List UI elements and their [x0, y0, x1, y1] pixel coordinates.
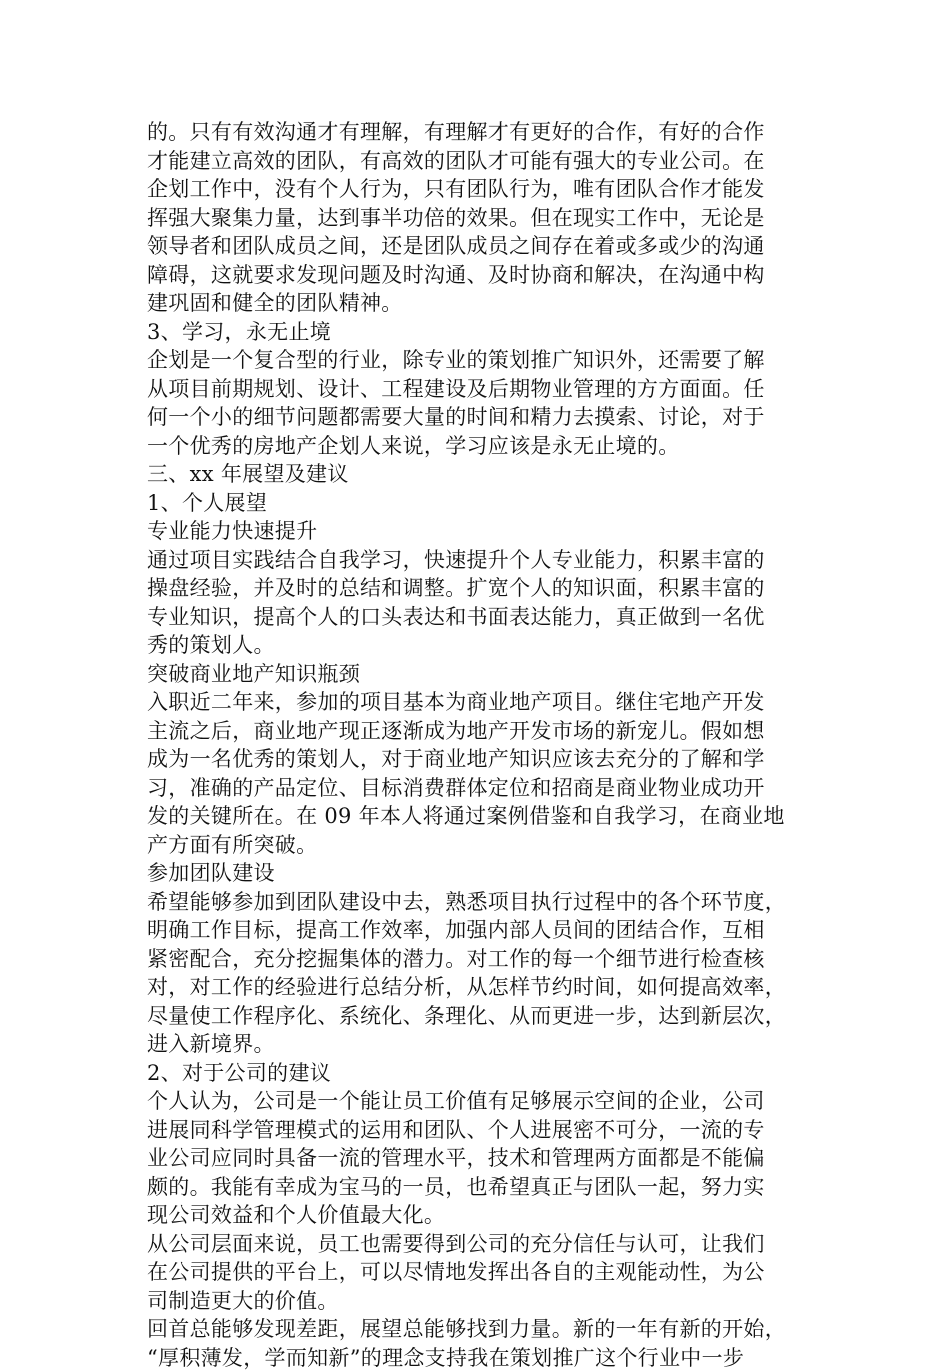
- text-line: 专业知识，提高个人的口头表达和书面表达能力，真正做到一名优: [147, 603, 807, 632]
- text-line: 明确工作目标，提高工作效率，加强内部人员间的团结合作，互相: [147, 916, 807, 945]
- section-heading: 1、个人展望: [147, 489, 807, 518]
- section-heading: 三、xx 年展望及建议: [147, 460, 807, 489]
- text-line: 司制造更大的价值。: [147, 1287, 807, 1316]
- text-line: 挥强大聚集力量，达到事半功倍的效果。但在现实工作中，无论是: [147, 204, 807, 233]
- text-line: 才能建立高效的团队，有高效的团队才可能有强大的专业公司。在: [147, 147, 807, 176]
- text-line: 发的关键所在。在 09 年本人将通过案例借鉴和自我学习，在商业地: [147, 802, 807, 831]
- text-line: “厚积薄发，学而知新”的理念支持我在策划推广这个行业中一步: [147, 1344, 807, 1372]
- text-line: 通过项目实践结合自我学习，快速提升个人专业能力，积累丰富的: [147, 546, 807, 575]
- text-line: 产方面有所突破。: [147, 831, 807, 860]
- text-line: 希望能够参加到团队建设中去，熟悉项目执行过程中的各个环节度，: [147, 888, 807, 917]
- text-line: 从项目前期规划、设计、工程建设及后期物业管理的方方面面。任: [147, 375, 807, 404]
- text-line: 业公司应同时具备一流的管理水平，技术和管理两方面都是不能偏: [147, 1144, 807, 1173]
- text-line: 成为一名优秀的策划人，对于商业地产知识应该去充分的了解和学: [147, 745, 807, 774]
- text-line: 主流之后，商业地产现正逐渐成为地产开发市场的新宠儿。假如想: [147, 717, 807, 746]
- text-line: 入职近二年来，参加的项目基本为商业地产项目。继住宅地产开发: [147, 688, 807, 717]
- section-heading: 3、学习，永无止境: [147, 318, 807, 347]
- text-line: 障碍，这就要求发现问题及时沟通、及时协商和解决，在沟通中构: [147, 261, 807, 290]
- text-line: 建巩固和健全的团队精神。: [147, 289, 807, 318]
- text-line: 现公司效益和个人价值最大化。: [147, 1201, 807, 1230]
- text-line: 回首总能够发现差距，展望总能够找到力量。新的一年有新的开始，: [147, 1315, 807, 1344]
- text-line: 从公司层面来说，员工也需要得到公司的充分信任与认可，让我们: [147, 1230, 807, 1259]
- text-line: 个人认为，公司是一个能让员工价值有足够展示空间的企业，公司: [147, 1087, 807, 1116]
- text-line: 尽量使工作程序化、系统化、条理化、从而更进一步，达到新层次，: [147, 1002, 807, 1031]
- text-line: 企划工作中，没有个人行为，只有团队行为，唯有团队合作才能发: [147, 175, 807, 204]
- text-line: 企划是一个复合型的行业，除专业的策划推广知识外，还需要了解: [147, 346, 807, 375]
- text-line: 习，准确的产品定位、目标消费群体定位和招商是商业物业成功开: [147, 774, 807, 803]
- text-line: 操盘经验，并及时的总结和调整。扩宽个人的知识面，积累丰富的: [147, 574, 807, 603]
- text-line: 进入新境界。: [147, 1030, 807, 1059]
- text-line: 进展同科学管理模式的运用和团队、个人进展密不可分，一流的专: [147, 1116, 807, 1145]
- document-page: [147, 118, 807, 1372]
- text-line: 秀的策划人。: [147, 631, 807, 660]
- text-line: 对，对工作的经验进行总结分析，从怎样节约时间，如何提高效率，: [147, 973, 807, 1002]
- text-line: 颇的。我能有幸成为宝马的一员，也希望真正与团队一起，努力实: [147, 1173, 807, 1202]
- subheading: 专业能力快速提升: [147, 517, 807, 546]
- text-line: 领导者和团队成员之间，还是团队成员之间存在着或多或少的沟通: [147, 232, 807, 261]
- section-heading: 2、对于公司的建议: [147, 1059, 807, 1088]
- subheading: 参加团队建设: [147, 859, 807, 888]
- text-line: 在公司提供的平台上，可以尽情地发挥出各自的主观能动性，为公: [147, 1258, 807, 1287]
- subheading: 突破商业地产知识瓶颈: [147, 660, 807, 689]
- text-line: 紧密配合，充分挖掘集体的潜力。对工作的每一个细节进行检查核: [147, 945, 807, 974]
- text-line: 一个优秀的房地产企划人来说，学习应该是永无止境的。: [147, 432, 807, 461]
- text-line: 的。只有有效沟通才有理解，有理解才有更好的合作，有好的合作: [147, 118, 807, 147]
- text-line: 何一个小的细节问题都需要大量的时间和精力去摸索、讨论，对于: [147, 403, 807, 432]
